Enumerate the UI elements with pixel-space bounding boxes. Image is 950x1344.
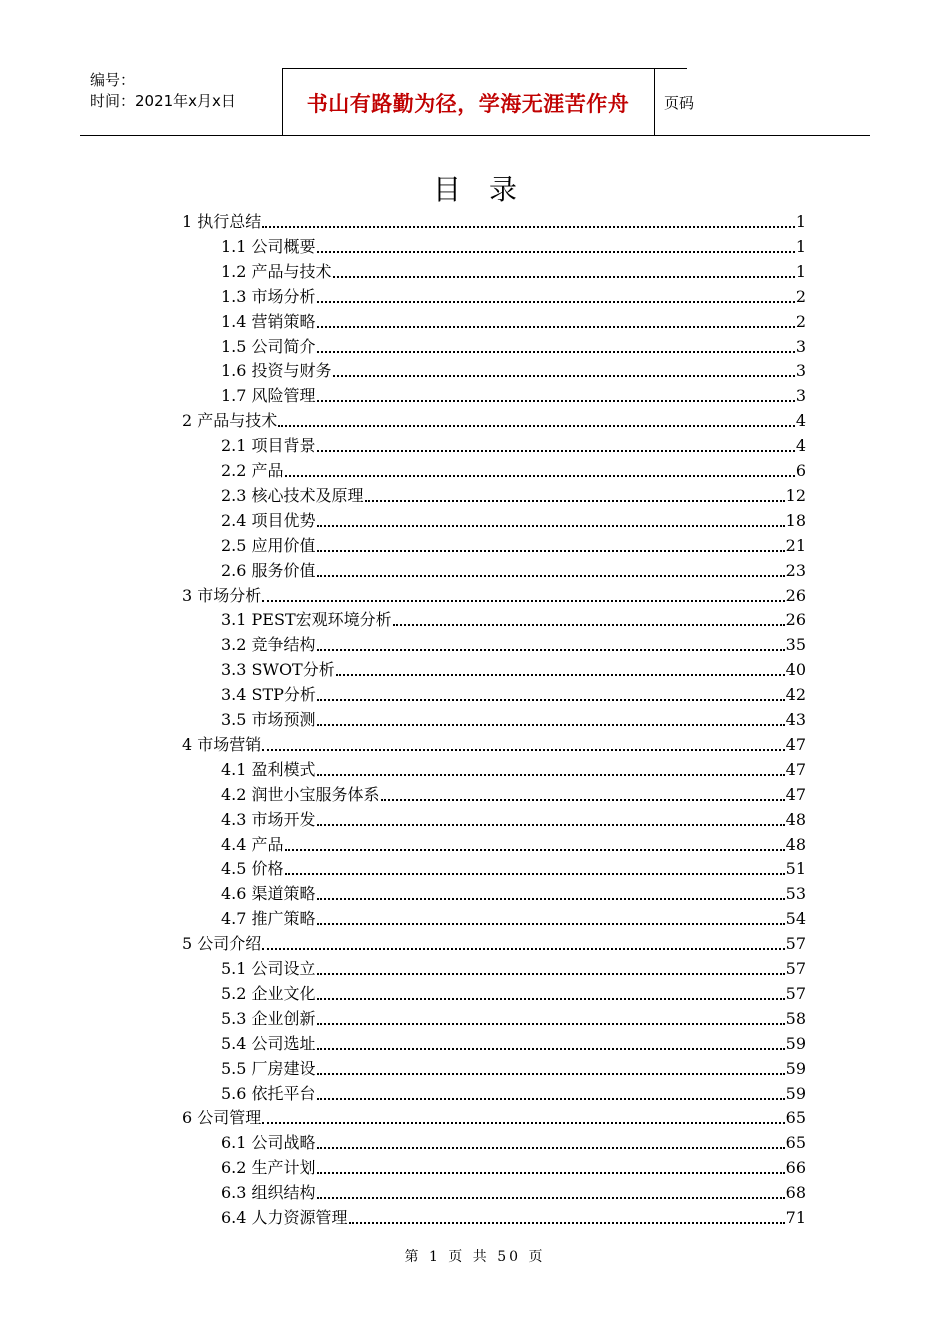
toc-dot-leader [317,550,785,552]
toc-entry-label: 3.1 PEST宏观环境分析 [221,610,392,630]
toc-entry-label: 5.6 依托平台 [221,1083,316,1103]
toc-entry-label: 6.2 生产计划 [221,1158,316,1178]
toc-dot-leader [262,948,784,950]
toc-entry[interactable] [221,905,806,930]
toc-entry-page: 12 [785,485,806,505]
toc-entry-page: 35 [785,635,806,655]
toc-entry-page: 26 [785,585,806,605]
toc-entry-page: 58 [785,1008,806,1028]
toc-entry-label: 2.6 服务价值 [221,560,316,580]
toc-dot-leader [317,251,795,253]
toc-dot-leader [317,326,795,328]
toc-entry-label: 2.4 项目优势 [221,510,316,530]
toc-entry-page: 1 [795,236,806,256]
toc-entry[interactable] [221,1005,806,1030]
toc-dot-leader [285,849,785,851]
toc-entry-label: 1.2 产品与技术 [221,261,332,281]
toc-entry-label: 1.7 风险管理 [221,386,316,406]
toc-entry-page: 59 [785,1058,806,1078]
toc-dot-leader [333,375,795,377]
toc-entry-page: 53 [785,884,806,904]
toc-dot-leader [317,1098,785,1100]
toc-entry[interactable] [221,1129,806,1154]
toc-entry[interactable] [182,407,806,432]
toc-entry[interactable] [221,656,806,681]
toc-entry[interactable] [221,706,806,731]
toc-dot-leader [262,749,784,751]
toc-entry-label: 3.4 STP分析 [221,685,316,705]
toc-entry[interactable] [221,756,806,781]
toc-entry-label: 2.5 应用价值 [221,535,316,555]
toc-entry-page: 4 [795,436,806,456]
toc-entry[interactable] [221,1055,806,1080]
toc-entry-page: 6 [795,461,806,480]
toc-entry[interactable] [221,955,806,980]
toc-entry[interactable] [221,831,806,856]
toc-entry[interactable] [221,357,806,382]
toc-entry-label: 3 市场分析 [182,585,262,605]
toc-entry[interactable] [221,606,806,631]
toc-entry-label: 5.4 公司选址 [221,1033,316,1053]
toc-entry[interactable] [221,457,806,482]
toc-dot-leader [317,724,785,726]
toc-entry-page: 66 [785,1158,806,1178]
toc-entry-label: 5.5 厂房建设 [221,1058,316,1078]
toc-entry-page: 57 [785,959,806,978]
toc-entry-label: 1.6 投资与财务 [221,361,332,381]
toc-entry[interactable] [221,1030,806,1055]
header-motto: 书山有路勤为径，学海无涯苦作舟 [306,92,630,116]
toc-dot-leader [317,998,785,1000]
header-bottom-rule [80,135,870,136]
toc-entry[interactable] [221,233,806,258]
toc-entry[interactable] [221,681,806,706]
toc-entry[interactable] [221,1154,806,1179]
toc-dot-leader [317,400,795,402]
toc-dot-leader [381,799,785,801]
toc-entry-label: 4.1 盈利模式 [221,759,316,779]
toc-dot-leader [317,1048,785,1050]
toc-entry-page: 3 [795,361,806,381]
toc-entry[interactable] [221,283,806,308]
toc-entry-page: 1 [795,261,806,281]
toc-dot-leader [317,450,795,452]
toc-entry-page: 47 [785,734,806,754]
toc-entry-label: 4.4 产品 [221,834,284,854]
toc-dot-leader [285,873,785,875]
toc-entry-label: 6.4 人力资源管理 [221,1208,348,1227]
toc-dot-leader [317,1172,785,1174]
toc-entry-label: 4.6 渠道策略 [221,884,316,904]
toc-entry[interactable] [221,806,806,831]
toc-entry-page: 21 [785,535,806,555]
toc-dot-leader [349,1222,785,1224]
toc-entry[interactable] [182,731,806,756]
toc-entry[interactable] [221,855,806,880]
toc-entry-label: 4.7 推广策略 [221,909,316,929]
toc-dot-leader [262,226,795,228]
toc-entry-page: 65 [785,1108,806,1128]
toc-entry[interactable] [182,1104,806,1129]
toc-entry-label: 4.3 市场开发 [221,809,316,829]
toc-entry-label: 6.3 组织结构 [221,1183,316,1203]
toc-entry-page: 57 [785,983,806,1003]
header-divider-right [654,68,655,136]
toc-entry-label: 1.4 营销策略 [221,311,316,331]
toc-entry-page: 26 [785,610,806,630]
toc-entry-label: 6 公司管理 [182,1108,262,1128]
toc-entry-page: 48 [785,834,806,854]
toc-entry-page: 47 [785,784,806,804]
toc-entry-label: 4.5 价格 [221,859,284,879]
toc-entry-label: 5 公司介绍 [182,934,262,954]
toc-dot-leader [317,351,795,353]
toc-dot-leader [317,824,785,826]
toc-dot-leader [317,973,785,975]
toc-dot-leader [317,774,785,776]
toc-entry-label: 2.2 产品 [221,461,284,480]
header-page-label: 页码 [664,94,695,112]
toc-entry[interactable] [221,532,806,557]
toc-dot-leader [317,1147,785,1149]
toc-dot-leader [278,425,795,427]
toc-entry-page: 54 [785,909,806,929]
toc-entry-label: 5.2 企业文化 [221,983,316,1003]
toc-entry-label: 2.3 核心技术及原理 [221,485,364,505]
toc-entry-label: 2 产品与技术 [182,411,278,431]
toc-entry-page: 23 [785,560,806,580]
toc-dot-leader [285,475,795,477]
toc-entry-page: 18 [785,510,806,530]
header-time-label: 时间：2021年x月x日 [90,92,236,110]
toc-entry-page: 68 [785,1183,806,1203]
toc-entry[interactable] [221,781,806,806]
toc-entry-label: 1.1 公司概要 [221,236,316,256]
toc-dot-leader [317,1073,785,1075]
toc-entry-label: 2.1 项目背景 [221,436,316,456]
toc-entry[interactable] [221,382,806,407]
toc-entry[interactable] [182,582,806,607]
toc-dot-leader [317,1197,785,1199]
toc-entry-page: 65 [785,1133,806,1153]
toc-entry-page: 1 [795,212,806,231]
toc-entry-label: 4.2 润世小宝服务体系 [221,784,380,804]
toc-entry-page: 2 [795,286,806,306]
toc-dot-leader [317,575,785,577]
toc-entry[interactable] [221,482,806,507]
toc-entry-page: 59 [785,1083,806,1103]
toc-entry[interactable] [221,258,806,283]
page-header [80,68,870,136]
toc-entry[interactable] [221,631,806,656]
toc-entry-page: 48 [785,809,806,829]
toc-entry[interactable] [221,308,806,333]
toc-entry-label: 3.2 竞争结构 [221,635,316,655]
toc-entry-page: 59 [785,1033,806,1053]
toc-entry[interactable] [221,980,806,1005]
toc-dot-leader [317,699,785,701]
header-top-rule [282,68,687,69]
toc-dot-leader [317,525,785,527]
toc-entry-label: 1.3 市场分析 [221,286,316,306]
header-number-label: 编号： [90,71,136,89]
toc-entry-page: 51 [785,859,806,879]
page-footer: 第 1 页 共 50 页 [404,1249,546,1265]
toc-entry[interactable] [182,208,806,233]
toc-entry[interactable] [221,1179,806,1204]
toc-dot-leader [393,624,785,626]
toc-entry-page: 3 [795,386,806,406]
toc-entry-page: 57 [785,934,806,954]
toc-entry-page: 42 [785,685,806,705]
toc-entry-label: 5.1 公司设立 [221,959,316,978]
toc-entry[interactable] [221,333,806,358]
toc-entry-label: 6.1 公司战略 [221,1133,316,1153]
toc-entry[interactable] [221,432,806,457]
toc-entry[interactable] [221,880,806,905]
toc-entry[interactable] [221,1080,806,1105]
toc-entry-page: 47 [785,759,806,779]
toc-dot-leader [317,923,785,925]
header-meta [90,70,236,112]
toc-entry-label: 1 执行总结 [182,212,262,231]
toc-entry-page: 2 [795,311,806,331]
toc-entry-page: 40 [785,660,806,680]
toc-entry-page: 3 [795,336,806,356]
toc-dot-leader [262,1122,784,1124]
toc-entry-page: 43 [785,710,806,729]
toc-dot-leader [333,276,795,278]
toc-dot-leader [317,898,785,900]
toc-entry[interactable] [221,1204,806,1229]
toc-dot-leader [317,301,795,303]
toc-entry-label: 3.5 市场预测 [221,710,316,729]
toc-entry-label: 4 市场营销 [182,734,262,754]
toc-dot-leader [317,1023,785,1025]
toc-dot-leader [365,500,785,502]
toc-entry-page: 4 [795,411,806,431]
toc-entry-label: 1.5 公司简介 [221,336,316,356]
toc-entry-page: 71 [785,1208,806,1227]
toc-dot-leader [317,649,785,651]
toc-dot-leader [262,600,784,602]
toc-dot-leader [336,674,785,676]
toc-title: 目录 [432,173,545,206]
toc-entry[interactable] [221,557,806,582]
toc-entry[interactable] [221,507,806,532]
toc-entry-label: 3.3 SWOT分析 [221,660,335,680]
toc-entry[interactable] [182,930,806,955]
toc-entry-label: 5.3 企业创新 [221,1008,316,1028]
